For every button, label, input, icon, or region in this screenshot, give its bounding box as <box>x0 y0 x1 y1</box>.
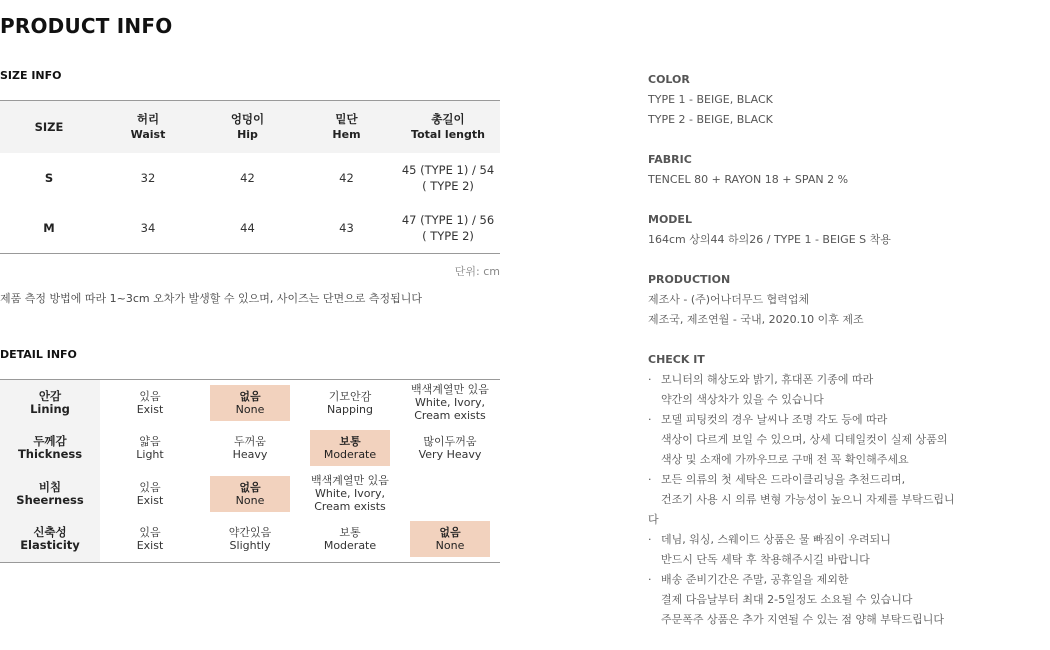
option-ko: 백색계열만 있음 <box>311 474 389 488</box>
table-row <box>0 203 500 254</box>
check-item <box>648 470 1048 530</box>
detail-option <box>110 476 190 512</box>
waist-cell: 32 <box>140 171 156 185</box>
label-ko: 신축성 <box>33 525 67 540</box>
option-ko: 없음 <box>239 480 261 494</box>
check-it-title: CHECK IT <box>648 353 705 366</box>
group-line: TENCEL 80 + RAYON 18 + SPAN 2 % <box>648 173 849 186</box>
detail-group-model <box>648 210 1048 250</box>
option-ko: 보통 <box>339 435 361 449</box>
unit-label: 단위: cm <box>454 265 500 278</box>
check-it-group <box>648 350 1048 630</box>
size-cell: S <box>44 171 54 185</box>
option-ko: 없음 <box>239 389 261 403</box>
detail-row <box>0 380 500 426</box>
product-details-panel <box>648 70 1048 650</box>
check-item-line: 모델 피팅컷의 경우 날씨나 조명 각도 등에 따라 <box>661 413 888 426</box>
detail-option <box>110 521 190 557</box>
detail-option-cell <box>100 471 200 517</box>
detail-group-color <box>648 70 1048 130</box>
group-title: PRODUCTION <box>648 273 731 286</box>
detail-row-label <box>0 426 100 472</box>
check-item <box>648 410 1048 470</box>
size-header-hip: 엉덩이 Hip <box>198 101 297 154</box>
option-ko: 약간있음 <box>228 526 272 540</box>
detail-option <box>310 521 390 557</box>
group-line: TYPE 2 - BEIGE, BLACK <box>648 113 773 126</box>
page-title: PRODUCT INFO <box>0 14 173 38</box>
check-item-line: 다 <box>648 513 659 526</box>
detail-option-cell <box>400 471 500 517</box>
detail-option-cell <box>300 380 400 426</box>
option-ko: 없음 <box>439 526 461 540</box>
hip-cell: 44 <box>240 221 255 235</box>
option-en: Light <box>136 448 164 462</box>
detail-option-cell <box>100 517 200 563</box>
total-length-cell: 47 (TYPE 1) / 56 ( TYPE 2) <box>401 213 495 243</box>
bullet-icon: · <box>648 573 652 586</box>
label-en: Elasticity <box>20 538 80 553</box>
detail-option-cell <box>400 426 500 472</box>
waist-cell: 34 <box>140 221 156 235</box>
size-header-size: SIZE <box>0 101 98 154</box>
table-row <box>0 153 500 203</box>
option-ko: 많이두꺼움 <box>423 435 477 449</box>
group-line: 164cm 상의44 하의26 / TYPE 1 - BEIGE S 착용 <box>648 233 891 246</box>
group-line: 제조사 - (주)어나더무드 협력업체 <box>648 293 810 306</box>
detail-option-cell <box>200 426 300 472</box>
option-ko: 있음 <box>139 389 161 403</box>
option-en: Moderate <box>323 539 377 553</box>
bullet-icon: · <box>648 473 652 486</box>
check-item <box>648 530 1048 570</box>
detail-option-cell <box>300 471 400 517</box>
check-item-line: 색상이 다르게 보일 수 있으며, 상세 디테일컷이 실제 상품의 <box>661 433 948 446</box>
check-item-line: 배송 준비기간은 주말, 공휴일을 제외한 <box>661 573 849 586</box>
option-en: None <box>235 402 265 416</box>
detail-option-cell <box>100 380 200 426</box>
group-title: MODEL <box>648 213 692 226</box>
detail-option <box>110 385 190 421</box>
size-table-header <box>0 101 500 154</box>
bullet-icon: · <box>648 413 652 426</box>
option-en: None <box>235 493 265 507</box>
detail-option <box>410 385 490 421</box>
detail-option-selected <box>210 476 290 512</box>
detail-option-selected <box>210 385 290 421</box>
detail-option-cell <box>300 517 400 563</box>
option-en: Exist <box>136 493 164 507</box>
hip-cell: 42 <box>240 171 255 185</box>
option-ko: 기모안감 <box>328 389 372 403</box>
size-note: 제품 측정 방법에 따라 1~3cm 오차가 발생할 수 있으며, 사이즈는 단면으로 측정됩니다 <box>0 292 422 305</box>
size-header-hem: 밑단 Hem <box>297 101 396 154</box>
detail-option-cell <box>300 426 400 472</box>
detail-table <box>0 379 500 563</box>
hem-cell: 42 <box>339 171 354 185</box>
option-ko: 백색계열만 있음 <box>411 383 489 397</box>
detail-row <box>0 517 500 563</box>
total-length-cell: 45 (TYPE 1) / 54 ( TYPE 2) <box>401 163 495 193</box>
size-info-title: SIZE INFO <box>0 69 62 82</box>
detail-row-label <box>0 380 100 426</box>
detail-option-cell <box>200 380 300 426</box>
check-item-line: 색상 및 소재에 가까우므로 구매 전 꼭 확인해주세요 <box>661 453 909 466</box>
option-en: Exist <box>136 402 164 416</box>
detail-option <box>410 430 490 466</box>
label-ko: 안감 <box>38 388 62 403</box>
group-title: COLOR <box>648 73 690 86</box>
option-en: Moderate <box>323 448 377 462</box>
size-header-waist: 허리 Waist <box>98 101 198 154</box>
bullet-icon: · <box>648 533 652 546</box>
detail-option <box>110 430 190 466</box>
detail-row <box>0 471 500 517</box>
option-en: Very Heavy <box>418 448 482 462</box>
detail-option-cell <box>200 517 300 563</box>
bullet-icon: · <box>648 373 652 386</box>
detail-option-cell <box>100 426 200 472</box>
size-header-total-length: 총길이 Total length <box>396 101 500 154</box>
detail-option-selected <box>410 521 490 557</box>
group-line: 제조국, 제조연월 - 국내, 2020.10 이후 제조 <box>648 313 864 326</box>
label-en: Lining <box>30 401 70 416</box>
option-ko: 보통 <box>339 526 361 540</box>
detail-row-label <box>0 471 100 517</box>
group-line: TYPE 1 - BEIGE, BLACK <box>648 93 773 106</box>
label-ko: 두께감 <box>33 434 67 449</box>
detail-option <box>310 385 390 421</box>
group-title: FABRIC <box>648 153 692 166</box>
detail-option <box>210 430 290 466</box>
check-item-line: 주문폭주 상품은 추가 지연될 수 있는 점 양해 부탁드립니다 <box>661 613 944 626</box>
option-en: None <box>435 539 465 553</box>
check-item-line: 결제 다음날부터 최대 2-5일정도 소요될 수 있습니다 <box>661 593 913 606</box>
detail-row <box>0 426 500 472</box>
detail-option-cell <box>400 517 500 563</box>
detail-option-cell <box>400 380 500 426</box>
check-item-line: 반드시 단독 세탁 후 착용해주시길 바랍니다 <box>661 553 870 566</box>
label-en: Sheerness <box>16 492 84 507</box>
label-ko: 비침 <box>38 479 62 494</box>
label-en: Thickness <box>17 447 83 462</box>
check-item-line: 약간의 색상차가 있을 수 있습니다 <box>661 393 824 406</box>
size-cell: M <box>43 221 55 235</box>
option-en: White, Ivory, Cream exists <box>414 396 486 423</box>
detail-info-title: DETAIL INFO <box>0 348 77 361</box>
check-item-line: 모든 의류의 첫 세탁은 드라이클리닝을 추천드리며, <box>661 473 906 486</box>
detail-option <box>210 521 290 557</box>
option-en: Slightly <box>229 539 271 553</box>
detail-option-cell <box>200 471 300 517</box>
detail-group-production <box>648 270 1048 330</box>
option-en: Exist <box>136 539 164 553</box>
detail-option-selected <box>310 430 390 466</box>
option-ko: 두꺼움 <box>234 435 266 449</box>
option-ko: 있음 <box>139 480 161 494</box>
check-item-line: 건조기 사용 시 의류 변형 가능성이 높으니 자제를 부탁드립니 <box>661 493 955 506</box>
check-item <box>648 370 1048 410</box>
check-item-line: 모니터의 해상도와 밝기, 휴대폰 기종에 따라 <box>661 373 874 386</box>
option-en: Napping <box>327 402 373 416</box>
hem-cell: 43 <box>339 221 354 235</box>
option-ko: 얇음 <box>139 435 161 449</box>
check-list <box>648 370 1048 630</box>
size-table <box>0 100 500 254</box>
check-item <box>648 570 1048 630</box>
detail-group-fabric <box>648 150 1048 190</box>
option-en: White, Ivory, Cream exists <box>314 487 386 514</box>
detail-row-label <box>0 517 100 563</box>
detail-option <box>410 476 490 512</box>
detail-option <box>310 476 390 512</box>
option-ko: 있음 <box>139 526 161 540</box>
check-item-line: 데님, 워싱, 스웨이드 상품은 물 빠짐이 우려되니 <box>661 533 891 546</box>
option-en: Heavy <box>232 448 268 462</box>
